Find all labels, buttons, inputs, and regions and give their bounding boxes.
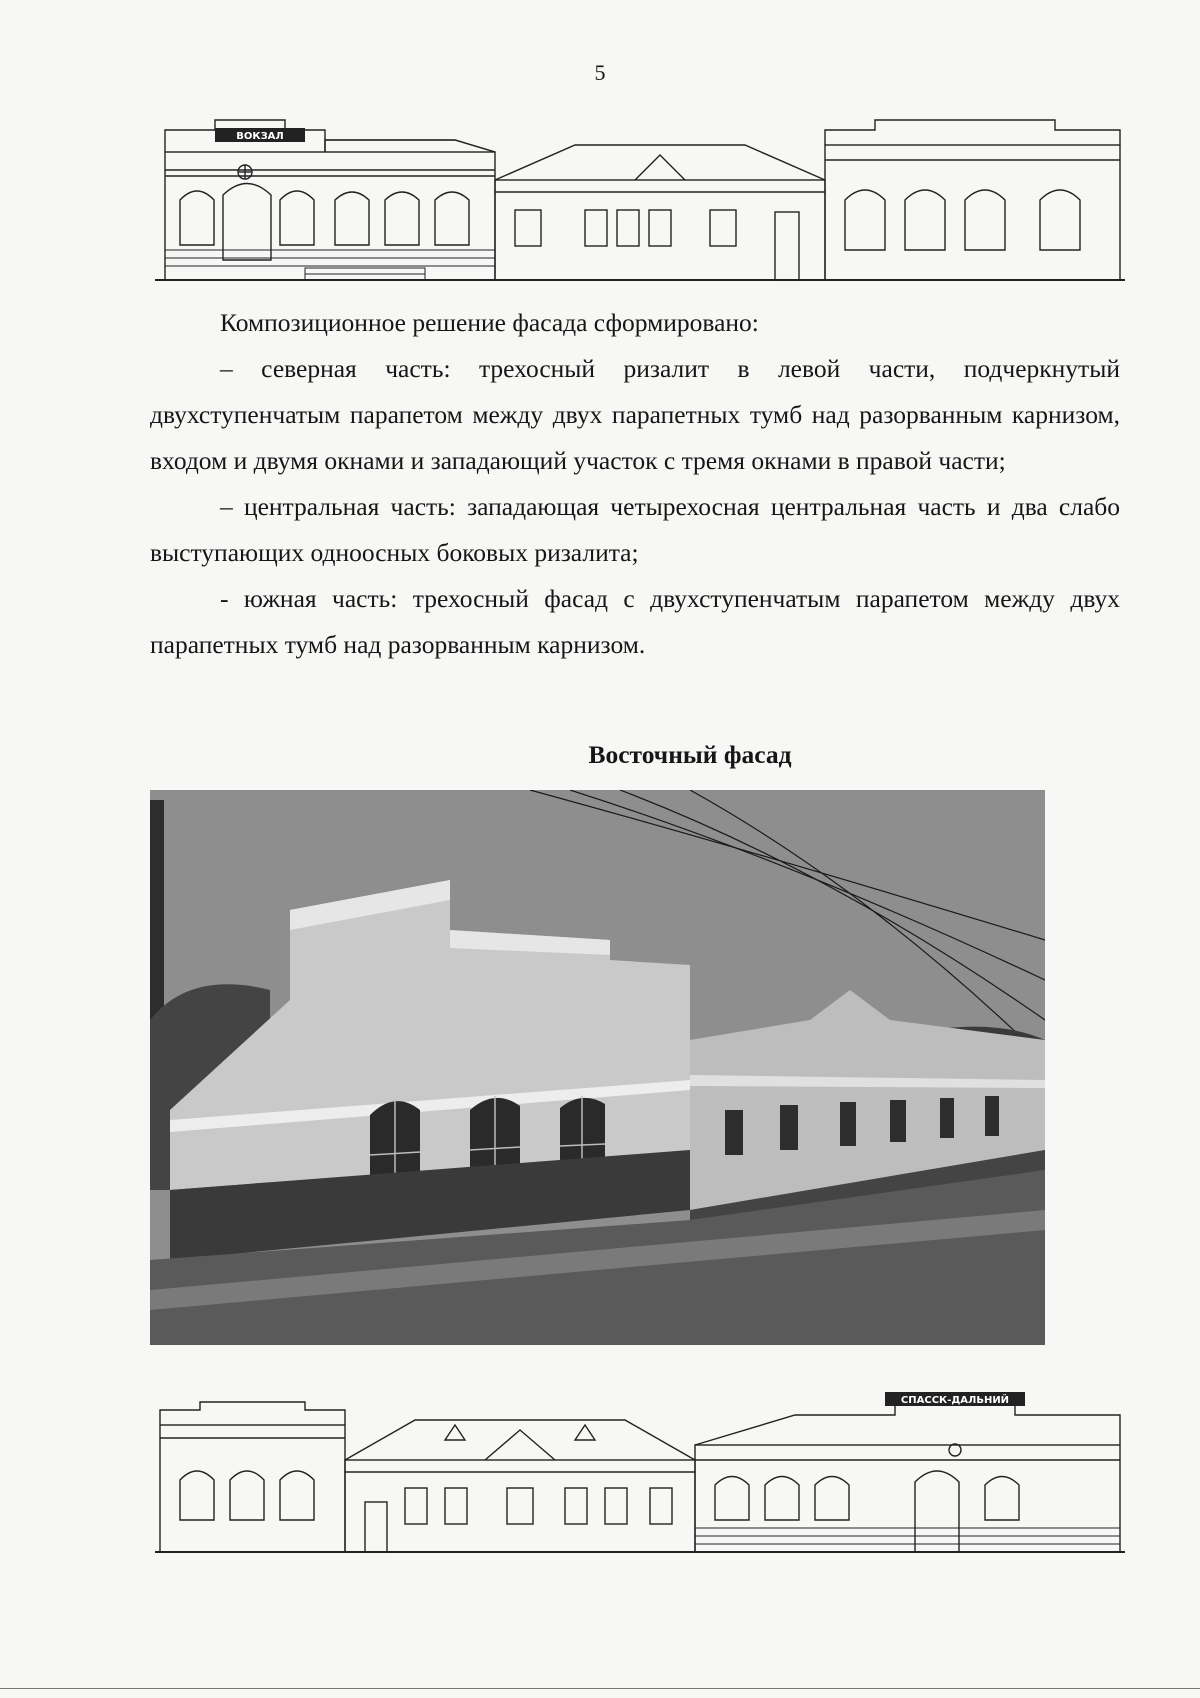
section-heading — [0, 740, 1200, 770]
south-part-paragraph: - южная часть: трехосный фасад с двухступенчатым парапетом между двух парапетных тумб над разорванным карнизом. — [150, 584, 1120, 659]
intro-paragraph: Композиционное решение фасада сформировано: — [220, 308, 759, 337]
page-number: 5 — [594, 60, 606, 85]
east-facade-elevation-drawing — [155, 1390, 1125, 1570]
bottom-station-sign: СПАССК-ДАЛЬНИЙ — [900, 1395, 1010, 1406]
page-bottom-rule — [0, 1688, 1200, 1689]
west-facade-elevation-drawing — [155, 100, 1125, 290]
top-station-sign: ВОКЗАЛ — [236, 131, 284, 142]
central-part-paragraph: – центральная часть: западающая четырехосная центральная часть и два слабо выступающих одноосных боковых ризалита; — [150, 492, 1120, 567]
east-facade-heading: Восточный фасад — [588, 740, 792, 769]
east-facade-photo — [150, 790, 1045, 1345]
facade-description — [150, 300, 1120, 668]
north-part-paragraph: – северная часть: трехосный ризалит в левой части, подчеркнутый двухступенчатым парапетом между двух парапетных тумб над разорванным карнизом, входом и двумя окнами и западающий участок с тремя окнами в правой части; — [150, 354, 1120, 475]
